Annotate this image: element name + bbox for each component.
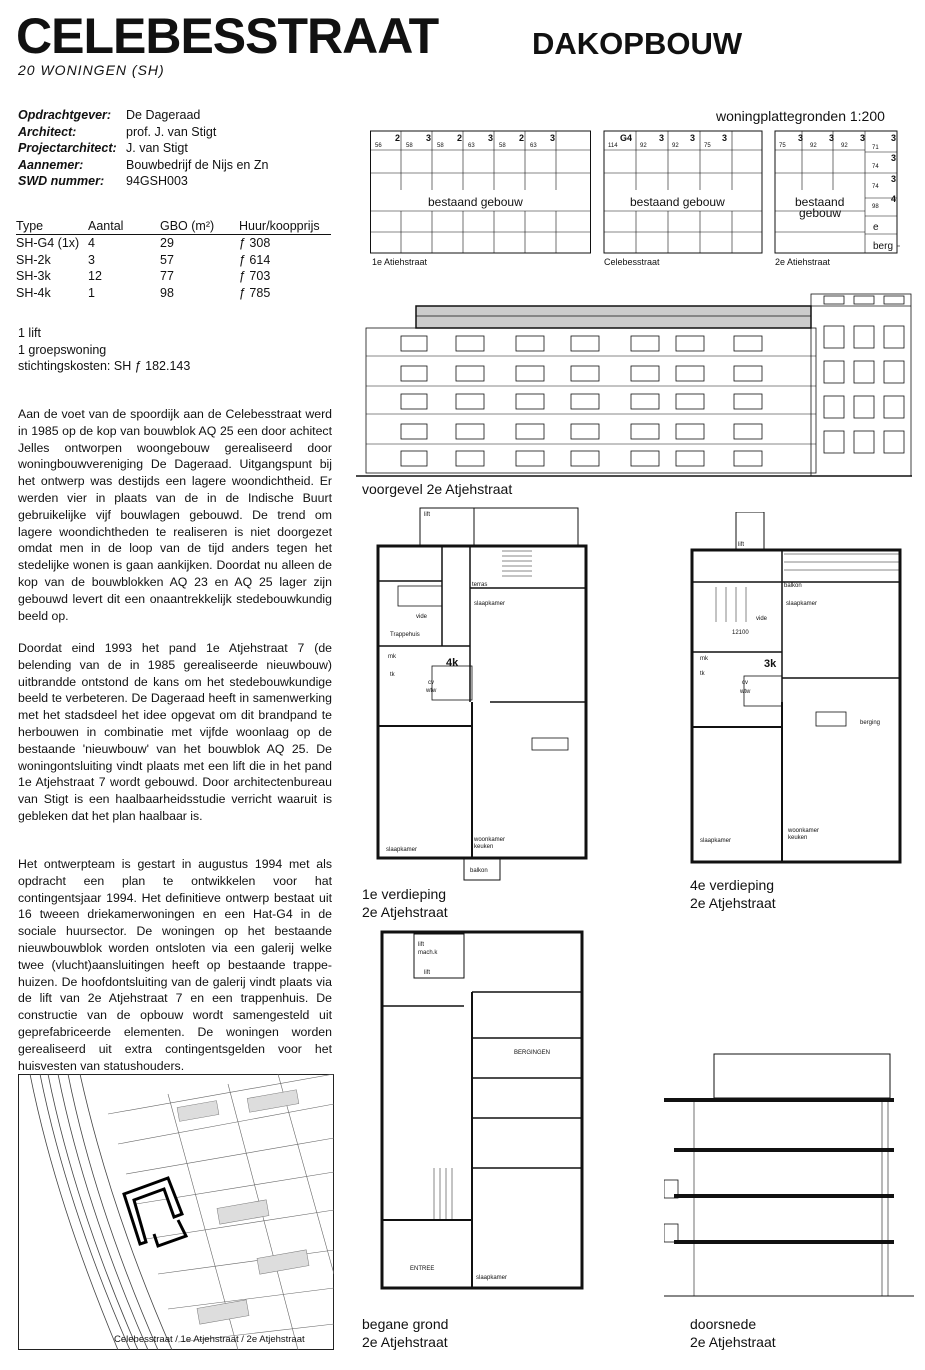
unit-area: 63: [468, 143, 475, 149]
unit-type: 3: [860, 133, 866, 143]
room-label: woonkamer: [474, 837, 506, 843]
unit-type: 3: [891, 153, 897, 163]
floorplan-begane-grond: [372, 928, 590, 1308]
meta-value: prof. J. van Stigt: [126, 124, 217, 139]
room-label: lift: [738, 542, 744, 548]
cell: ƒ 703: [239, 269, 271, 283]
section-caption-title: doorsnede: [690, 1316, 757, 1332]
room-label: balkon: [784, 583, 802, 589]
unit-area: 114: [608, 143, 618, 149]
cell: SH-2k: [16, 252, 51, 267]
paragraph: Doordat eind 1993 het pand 1e Atjehstraat 7 (de belending van de in 1985 gerealiseerde nieuwbouw) uitbrandde ontstond de kans om het stedebouwkundige beeld te verbeteren. De Dageraad heeft in samenwerking met het stadsdeel het idee opgevat om dit brandpand te herbouwen in combinatie met vijfde woonlaag op de bestaande 'nieuwbouw' van het bouwblok AQ 25. De woningontsluiting vindt plaats met een lift die in het pand 1e Atjehstraat 7 wordt gebouwd. Door architectenbureau van Stigt is een haalbaarheidsstudie verricht waaruit is gebleken dat het plan haalbaar is.: [18, 641, 332, 823]
unit-type: 3: [488, 133, 494, 143]
room-label: slaapkamer: [474, 601, 506, 607]
unit-type: 3: [550, 133, 556, 143]
meta-key: Architect:: [18, 124, 77, 139]
unit-area: 98: [872, 204, 879, 210]
room-label: lift: [424, 970, 430, 976]
col-header: Type: [16, 218, 88, 235]
plans-scale-label: woningplattegronden 1:200: [716, 108, 885, 124]
unit-area: 58: [406, 143, 413, 149]
cell: 12: [88, 269, 102, 283]
meta-row: [18, 157, 268, 174]
unit-area: 63: [530, 143, 537, 149]
cell: ƒ 308: [239, 236, 271, 250]
map-caption: Celebesstraat / 1e Atjehstraat / 2e Atjehstraat: [114, 1334, 305, 1345]
cell: 77: [160, 269, 174, 283]
strip-label: gebouw: [799, 206, 842, 220]
meta-value: De Dageraad: [126, 108, 201, 122]
section-drawing: [664, 1050, 914, 1310]
room-label: vide: [756, 616, 768, 622]
strip-label: berg: [873, 241, 894, 252]
meta-row: [18, 124, 268, 141]
room-label: wtw: [740, 689, 751, 695]
meta-value: 94GSH003: [126, 174, 188, 188]
unit-type: 4: [891, 194, 897, 204]
cell: 29: [160, 236, 174, 250]
floorplan-strips: [370, 128, 900, 268]
strip-label: bestaand gebouw: [630, 195, 725, 209]
room-label: balkon: [470, 868, 488, 874]
cell: 57: [160, 252, 174, 267]
meta-row: [18, 140, 268, 157]
unit-area: 58: [437, 143, 444, 149]
room-label: tk: [390, 672, 395, 678]
floorplan-caption-level: 4e verdieping: [690, 877, 775, 893]
floorplan-4e-verdieping: [686, 512, 904, 868]
cell: SH-4k: [16, 285, 51, 300]
unit-area: 92: [810, 143, 817, 149]
room-label: vide: [416, 614, 428, 620]
site-map: [18, 1074, 334, 1350]
page-subtitle: DAKOPBOUW: [532, 26, 743, 61]
floorplan-caption-level: 1e verdieping: [362, 886, 447, 902]
elevation-caption: voorgevel 2e Atjehstraat: [362, 481, 513, 497]
meta-value: Bouwbedrijf de Nijs en Zn: [126, 157, 269, 172]
unit-type: 2: [457, 133, 463, 143]
table-row: [16, 268, 331, 285]
room-label: slaapkamer: [476, 1275, 508, 1281]
cell: SH-G4 (1x): [16, 236, 80, 250]
col-header: Aantal: [88, 218, 160, 235]
room-type: 3k: [764, 658, 777, 670]
unit-type: 3: [829, 133, 835, 143]
note-line: 1 groepswoning: [18, 342, 107, 357]
floorplan-caption: [362, 885, 448, 921]
cell: 1: [88, 285, 95, 300]
cell: 4: [88, 236, 95, 250]
unit-type: 3: [690, 133, 696, 143]
unit-area: 92: [672, 143, 679, 149]
unit-type: 3: [798, 133, 804, 143]
room-label: wtw: [426, 688, 437, 694]
street-label: Celebesstraat: [604, 257, 660, 267]
unit-type: G4: [620, 133, 633, 143]
room-label: cv: [742, 680, 748, 686]
room-label: BERGINGEN: [514, 1050, 551, 1056]
room-label: keuken: [474, 844, 494, 850]
floorplan-1e-verdieping: [372, 506, 590, 882]
col-header: Huur/koopprijs: [239, 218, 331, 235]
note-line: 1 lift: [18, 326, 41, 340]
meta-key: Opdrachtgever:: [18, 108, 112, 122]
cell: ƒ 785: [239, 285, 271, 300]
facade-elevation: [356, 286, 912, 478]
unit-area: 92: [841, 143, 848, 149]
room-label: mk: [388, 654, 396, 660]
unit-area: 58: [499, 143, 506, 149]
room-label: lift: [418, 942, 424, 948]
room-label: lift: [424, 512, 430, 518]
unit-area: 92: [640, 143, 647, 149]
meta-row: [18, 107, 268, 124]
room-label: mk: [700, 656, 708, 662]
room-label: terras: [472, 582, 488, 588]
meta-key: Aannemer:: [18, 157, 84, 172]
meta-row: [18, 173, 268, 190]
unit-area: 74: [872, 184, 879, 190]
unit-area: 56: [375, 143, 382, 149]
cell: SH-3k: [16, 269, 51, 283]
paragraph: Aan de voet van de spoordijk aan de Celebesstraat werd in 1985 op de kop van bouwblok AQ 25 een door achitect Jelles ontworpen woongebouw gerealiseerd door woningbouwvereniging De Dageraad. Uitgangspunt bij het ontwerp was destijds een lagere woondichtheid. Er werden vier in plaats van de in de Indische Buurt gebruikelijke vijf bouwlagen gebouwd. De trend om lagere woondichtheden te realiseren is niet doorgezet omdat men in de loop van de tijd anders tegen het stedelijke wonen is gaan aankijken. Doordat nu alleen de kop van de bouwblokken AQ 23 en AQ 25 lager zijn gebouwd levert dit een onaantrekkelijk stedebouwkundig beeld op.: [18, 407, 332, 623]
page-title: CELEBESSTRAAT: [16, 8, 439, 64]
street-label: 1e Atiehstraat: [372, 257, 428, 267]
floorplan-caption-street: 2e Atjehstraat: [362, 1334, 448, 1350]
unit-area: 71: [872, 145, 879, 151]
project-meta: [18, 107, 268, 190]
strip-label: e: [873, 222, 879, 233]
section-caption-street: 2e Atjehstraat: [690, 1334, 776, 1350]
floorplan-caption-street: 2e Atjehstraat: [362, 904, 448, 920]
strip-label: bestaand: [795, 195, 845, 209]
room-label: slaapkamer: [386, 847, 418, 853]
unit-type: 3: [722, 133, 728, 143]
unit-type: 3: [426, 133, 432, 143]
room-label: Trappehuis: [390, 632, 420, 638]
room-label: tk: [700, 671, 705, 677]
room-label: 12100: [732, 630, 749, 636]
unit-area: 75: [704, 143, 711, 149]
room-label: slaapkamer: [786, 601, 818, 607]
unit-type: 3: [659, 133, 665, 143]
room-type: 4k: [446, 657, 459, 669]
table-row: [16, 285, 331, 302]
dwelling-count: 20 WONINGEN (SH): [18, 62, 165, 78]
unit-type: 3: [891, 133, 897, 143]
room-label: woonkamer: [788, 828, 820, 834]
project-notes: [18, 325, 190, 375]
unit-type: 3: [891, 174, 897, 184]
table-row: [16, 235, 331, 252]
floorplan-caption: [362, 1315, 448, 1351]
cell: 3: [88, 252, 95, 267]
cell: 98: [160, 285, 174, 300]
paragraph: Het ontwerpteam is gestart in augustus 1994 met als opdracht een plan te ontwikkelen voor hat contingentsjaar 1994. Het definitieve ontwerp bestaat uit 16 tweeen driekamerwoningen en een Hat-G4 in de sociale huursector. De woningen op het bestaande nieuwbouwblok worden ontsloten via een galerij welke twee (vlucht)aansluitingen heeft op bestaande trappe-huizen. De hoofdontsluiting van de galerij vindt plaats via de lift van 2e Atjehstraat 7 en een trappenhuis. De constructie van de opbouw wordt samengesteld uit geprefabriceerde elementen. De woningen worden gerealiseerd uit extra contingentsgelden voor het huisvesten van statushouders.: [18, 857, 332, 1073]
meta-key: SWD nummer:: [18, 174, 105, 188]
strip-label: bestaand gebouw: [428, 195, 523, 209]
room-label: keuken: [788, 835, 808, 841]
room-label: ENTREE: [410, 1266, 435, 1272]
unit-type: 2: [395, 133, 401, 143]
floorplan-caption-street: 2e Atjehstraat: [690, 895, 776, 911]
floorplan-caption-level: begane grond: [362, 1316, 449, 1332]
note-line: stichtingskosten: SH ƒ 182.143: [18, 359, 191, 373]
room-label: cv: [428, 680, 434, 686]
unit-area: 75: [779, 143, 786, 149]
unit-area: 74: [872, 164, 879, 170]
section-caption: [690, 1315, 776, 1351]
cell: ƒ 614: [239, 252, 271, 267]
unit-type: 2: [519, 133, 525, 143]
room-label: berging: [860, 720, 881, 726]
floorplan-caption: [690, 876, 776, 912]
meta-value: J. van Stigt: [126, 141, 188, 155]
units-table: [16, 218, 331, 301]
room-label: mach.k: [418, 950, 438, 956]
table-row: [16, 252, 331, 269]
room-label: slaapkamer: [700, 838, 732, 844]
col-header: GBO (m²): [160, 218, 239, 235]
meta-key: Projectarchitect:: [18, 141, 117, 155]
street-label: 2e Atiehstraat: [775, 257, 831, 267]
